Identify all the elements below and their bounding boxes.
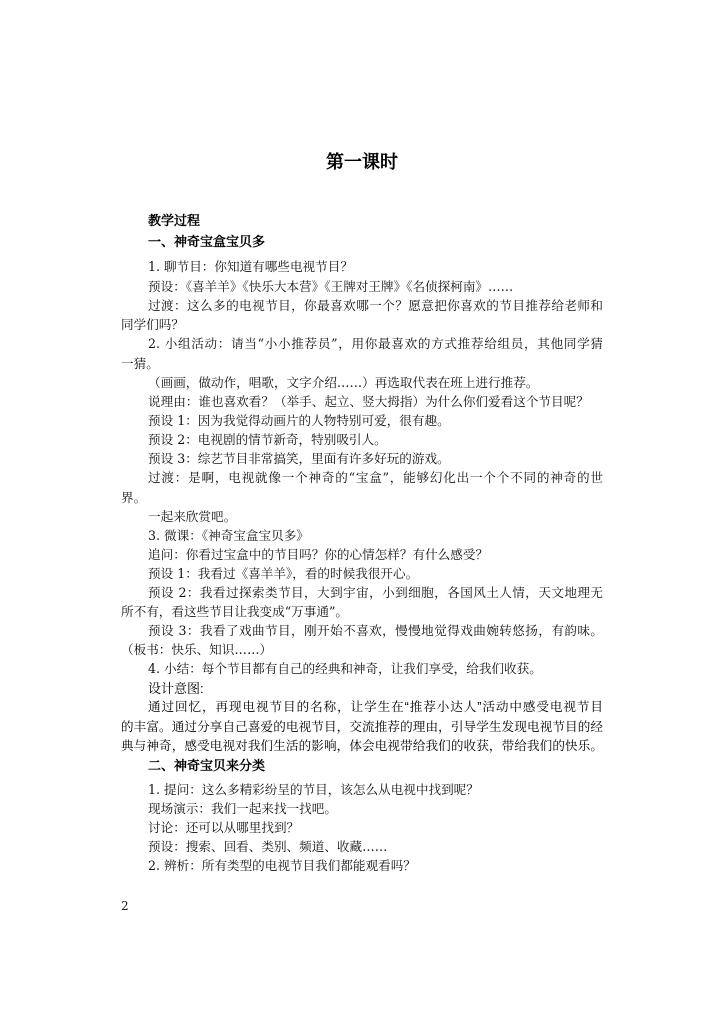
design-intent-label: 设计意图: — [148, 681, 204, 696]
page-title: 第一课时 — [326, 152, 398, 172]
text-line: 所不有，看这些节目让我变成“万事通”。 — [121, 604, 348, 619]
text-line: 一猜。 — [121, 356, 159, 371]
text-line: 预设：搜索、回看、类别、频道、收藏…… — [148, 839, 388, 854]
text-line: 的丰富。通过分享自己喜爱的电视节目，交流推荐的理由，引导学生发现电视节目的经 — [121, 720, 603, 734]
section2-title: 二、神奇宝贝来分类 — [148, 758, 266, 773]
text-line: 1. 提问：这么多精彩纷呈的节目，该怎么从电视中找到呢？ — [148, 782, 479, 797]
text-line: （板书：快乐、知识……） — [121, 642, 273, 657]
text-line: 一起来欣赏吧。 — [148, 509, 237, 524]
text-line: 2. 辨析：所有类型的电视节目我们都能观看吗？ — [148, 858, 416, 873]
text-line: 典与神奇，感受电视对我们生活的影响，体会电视带给我们的收获，带给我们的快乐。 — [121, 739, 603, 753]
text-line: 1. 聊节目：你知道有哪些电视节目？ — [148, 259, 353, 274]
text-line: 通过回忆，再现电视节目的名称，让学生在“推荐小达人”活动中感受电视节目 — [148, 700, 603, 714]
text-line: 2. 小组活动：请当“小小推荐员”，用你最喜欢的方式推荐给组员，其他同学猜 — [148, 336, 603, 351]
text-line: 同学们吗？ — [121, 317, 184, 332]
text-line: 预设 3：综艺节目非常搞笑，里面有许多好玩的游戏。 — [148, 451, 450, 466]
text-line: 预设 1：因为我觉得动画片的人物特别可爱，很有趣。 — [148, 413, 450, 428]
text-line: 预设 2：我看过探索类节目，大到宇宙，小到细胞，各国风土人情，天文地理无 — [148, 585, 603, 600]
text-line: 过渡：这么多的电视节目，你最喜欢哪一个？愿意把你喜欢的节目推荐给老师和 — [148, 298, 603, 313]
section1-title: 一、神奇宝盒宝贝多 — [148, 234, 266, 249]
page-number: 2 — [121, 899, 129, 913]
text-line: 讨论：还可以从哪里找到？ — [148, 820, 300, 835]
text-line: 预设 1：我看过《喜羊羊》，看的时候我很开心。 — [148, 566, 419, 581]
process-heading: 教学过程 — [148, 213, 201, 228]
text-line: 预设：《喜羊羊》《快乐大本营》《王牌对王牌》《名侦探柯南》…… — [148, 279, 514, 294]
text-line: 过渡：是啊，电视就像一个神奇的“宝盒”，能够幻化出一个个不同的神奇的世 — [148, 470, 603, 485]
text-line: 预设 3：我看了戏曲节目，刚开始不喜欢，慢慢地觉得戏曲婉转悠扬，有韵味。 — [148, 623, 603, 638]
text-line: 追问：你看过宝盒中的节目吗？你的心情怎样？有什么感受？ — [148, 547, 489, 562]
text-line: 3. 微课：《神奇宝盒宝贝多》 — [148, 528, 309, 543]
text-line: 4. 小结：每个节目都有自己的经典和神奇，让我们享受，给我们收获。 — [148, 661, 542, 676]
text-line: 界。 — [121, 490, 147, 505]
text-line: 现场演示：我们一起来找一找吧。 — [148, 801, 337, 816]
text-line: （画画，做动作，唱歌，文字介绍……）再选取代表在班上进行推荐。 — [148, 375, 539, 390]
text-line: 预设 2：电视剧的情节新奇，特别吸引人。 — [148, 432, 387, 447]
text-line: 说理由：谁也喜欢看？（举手、起立、竖大拇指）为什么你们爱看这个节目呢？ — [148, 394, 589, 409]
